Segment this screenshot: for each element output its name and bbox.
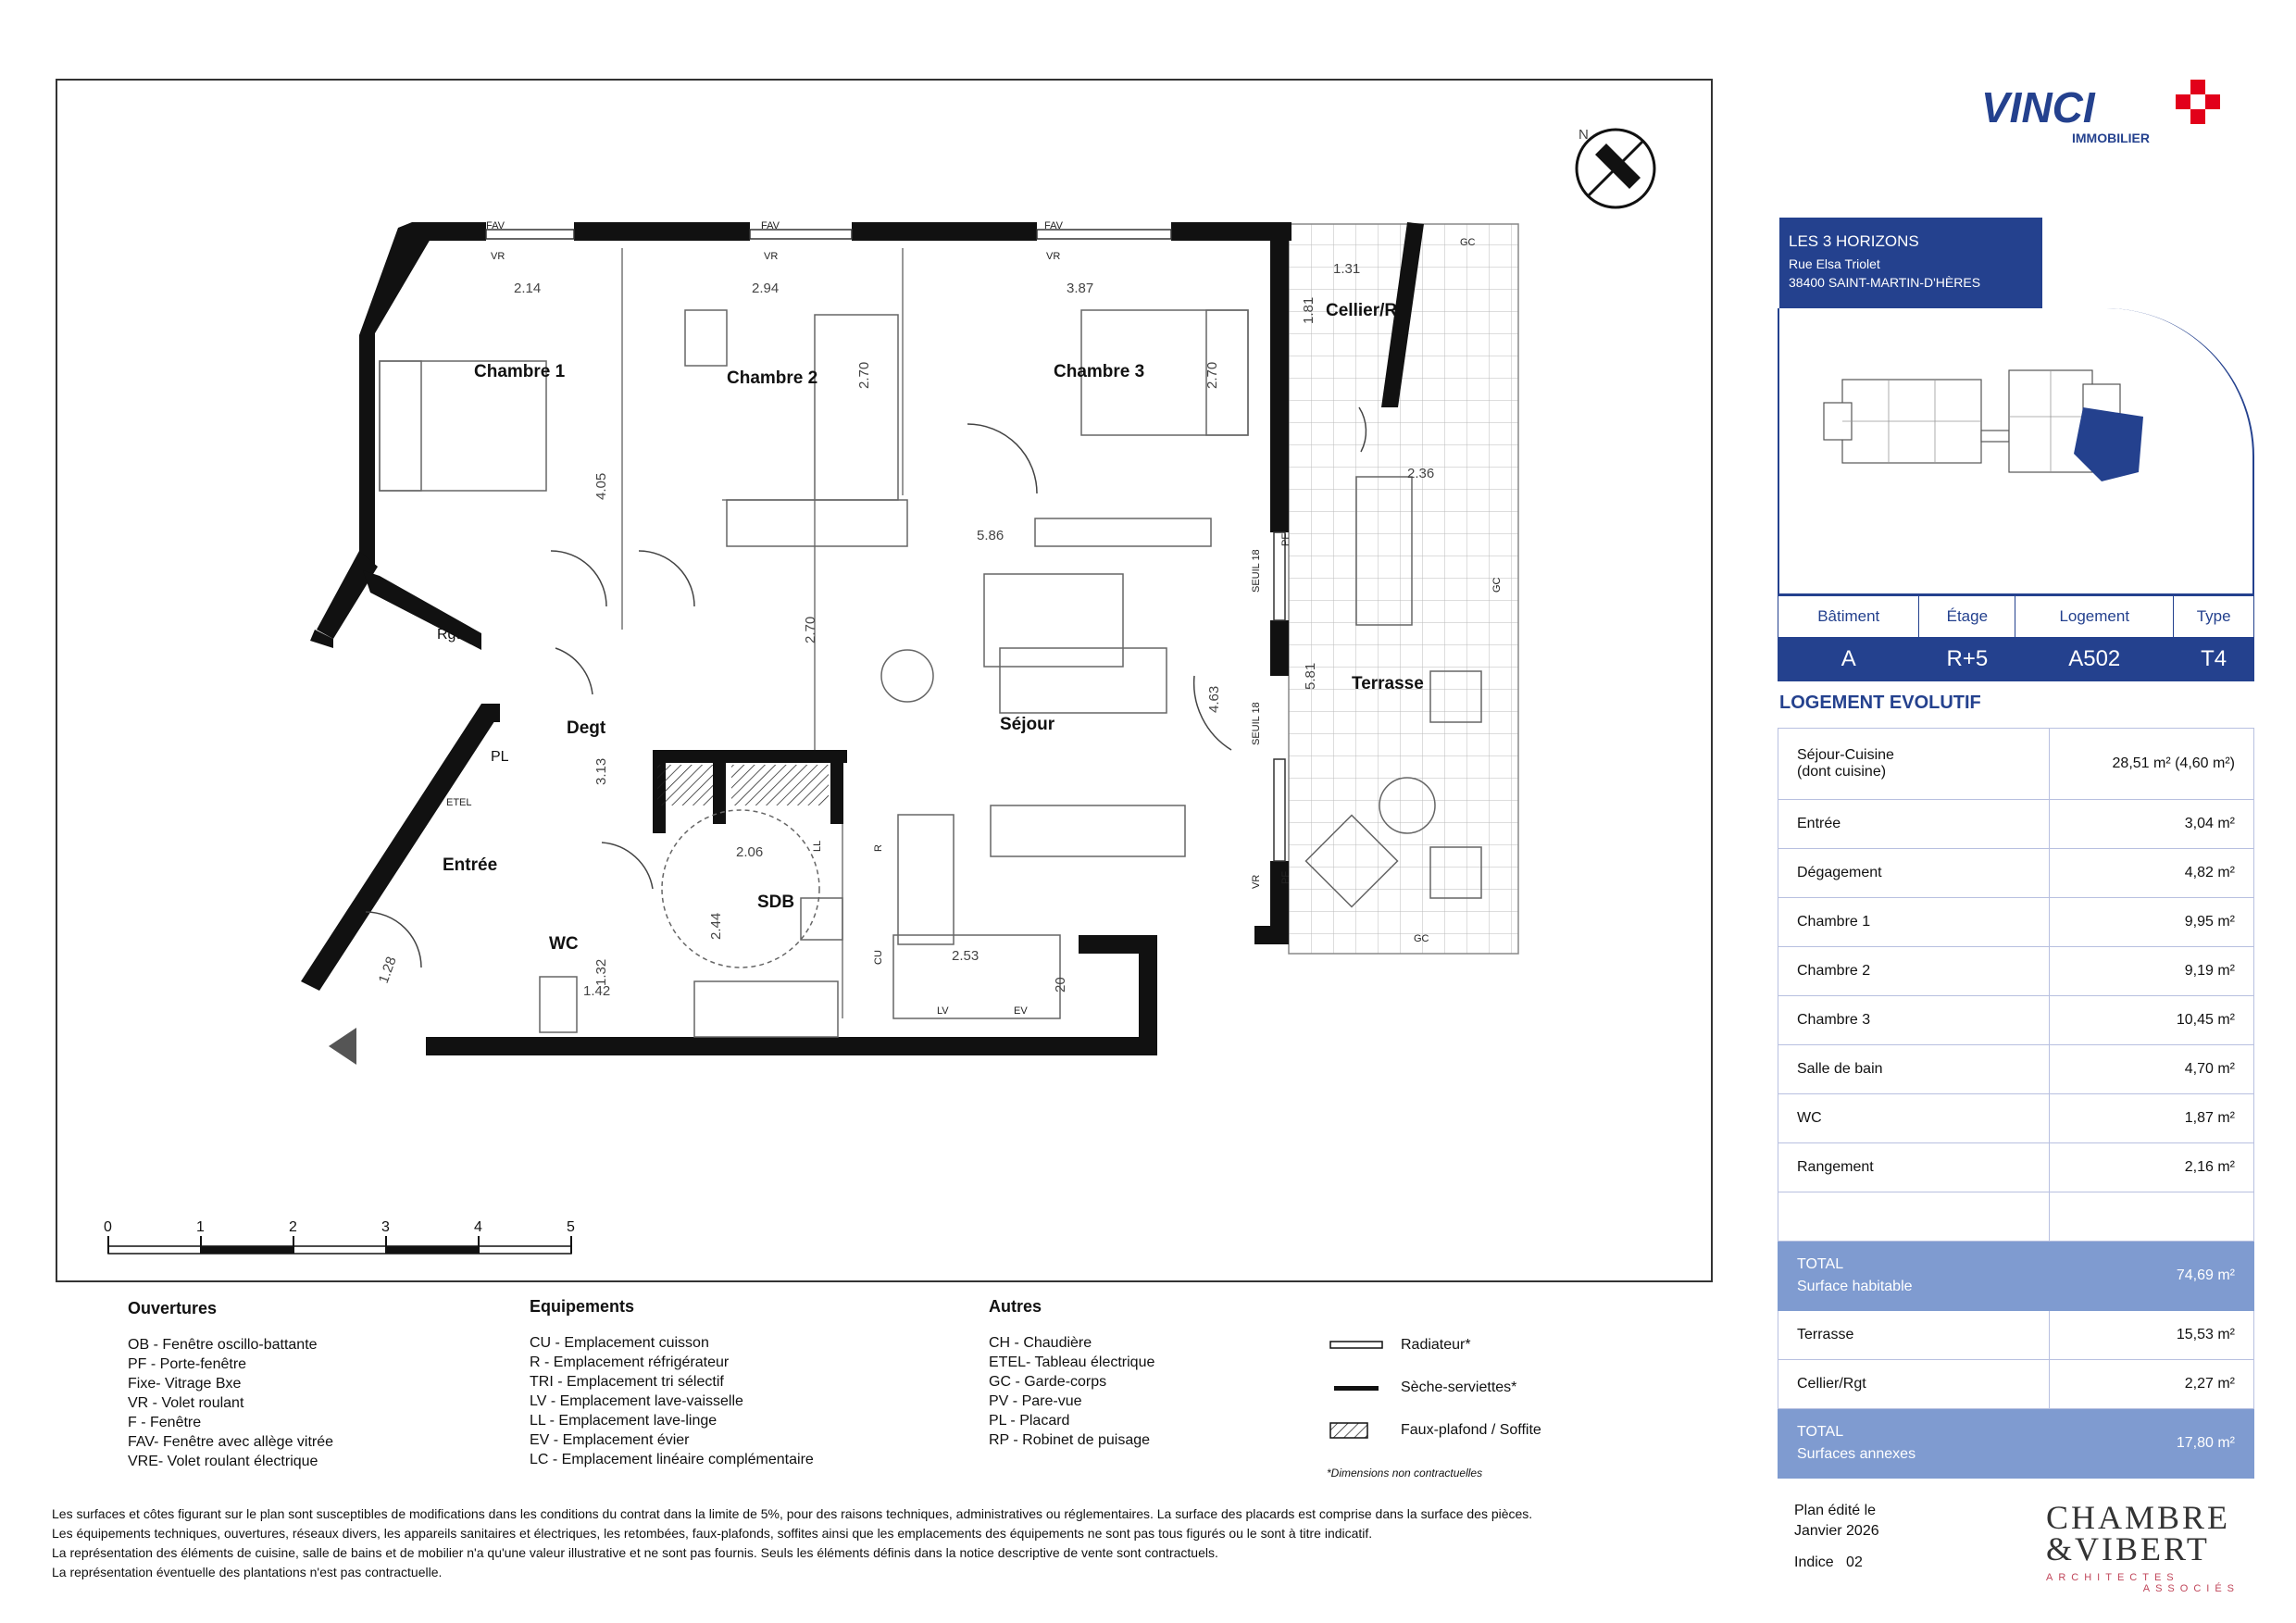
tag-r: R: [873, 844, 884, 852]
tag-pf: PF: [1280, 532, 1292, 546]
value-batiment: A: [1778, 638, 1919, 681]
dim-label: 2.70: [803, 616, 818, 643]
table-row: [1778, 996, 2254, 1045]
hatch-icon: [1329, 1421, 1384, 1440]
table-row-empty: [1778, 1192, 2254, 1242]
legend-item: OB - Fenêtre oscillo-battante: [128, 1337, 318, 1353]
edition-label: Plan édité le: [1794, 1503, 1877, 1518]
dimension-note: *Dimensions non contractuelles: [1327, 1467, 1483, 1479]
table-row: [1778, 849, 2254, 898]
structural-walls: [301, 222, 1424, 1055]
immobilier-logo-text: IMMOBILIER: [2072, 131, 2150, 145]
indice-label: Indice: [1794, 1554, 1834, 1570]
table-row: [1778, 898, 2254, 947]
table-row: [1778, 947, 2254, 996]
room-chambre-3: Chambre 3: [1054, 362, 1145, 381]
dim-label: 1.32: [593, 958, 609, 986]
total-habitable-value: 74,69 m²: [2050, 1242, 2254, 1311]
tag-vr: VR: [1251, 874, 1262, 889]
project-name: LES 3 HORIZONS: [1789, 232, 1919, 250]
towel-dryer-icon: [1329, 1379, 1384, 1397]
legend-item: FAV- Fenêtre avec allège vitrée: [128, 1434, 334, 1450]
tag-gc: GC: [1460, 237, 1476, 248]
architect-line: ARCHITECTES: [2046, 1572, 2179, 1583]
chambre-vibert-logo: [2046, 1498, 2245, 1594]
area-value: 28,51 m² (4,60 m²): [2050, 729, 2254, 800]
legend-symbols: [1329, 1324, 1541, 1452]
tag-ev: EV: [1014, 1005, 1028, 1017]
total-habitable-label: TOTAL Surface habitable: [1778, 1242, 2050, 1311]
dim-label: 2.53: [952, 948, 980, 964]
room-entree: Entrée: [443, 855, 498, 875]
disclaimer-line: Les surfaces et côtes figurant sur le plan sont susceptibles de modifications dans les conditions du contrat dans la limite de 5%, pour des raisons techniques, administratives ou réglementaires. La surface des placards est comprise dans la surface des pièces.: [52, 1506, 1533, 1521]
tag-fav: FAV: [1044, 220, 1063, 231]
dim-label: 4.63: [1206, 685, 1222, 713]
legend-item: Fixe- Vitrage Bxe: [128, 1376, 242, 1392]
entry-arrow-icon: [329, 1028, 356, 1065]
dim-label: 5.81: [1303, 662, 1318, 690]
value-logement: A502: [2015, 638, 2174, 681]
dim-label: 2.06: [736, 844, 764, 860]
total-annexes-row: [1778, 1409, 2254, 1479]
total-annexes-value: 17,80 m²: [2050, 1409, 2254, 1479]
dim-label: 20: [1053, 977, 1068, 993]
room-degt: Degt: [567, 718, 606, 738]
tag-fav: FAV: [486, 220, 505, 231]
key-plan: [1805, 352, 2194, 556]
header-type: Type: [2174, 596, 2254, 638]
area-label: WC: [1778, 1094, 2050, 1143]
table-row: [1778, 1311, 2254, 1360]
area-label: Chambre 1: [1778, 898, 2050, 947]
tag-lv: LV: [937, 1005, 949, 1017]
room-wc: WC: [549, 934, 579, 954]
dim-label: 2.94: [752, 281, 780, 296]
north-label: N: [1578, 127, 1589, 143]
area-value: 2,16 m²: [2050, 1143, 2254, 1192]
tag-gc: GC: [1414, 933, 1429, 944]
disclaimer: [52, 1504, 1774, 1582]
area-label: Cellier/Rgt: [1778, 1360, 2050, 1409]
dim-label: 3.13: [593, 757, 609, 785]
edition-value: Janvier 2026: [1794, 1523, 1879, 1539]
legend-item: CH - Chaudière: [989, 1335, 1092, 1351]
dim-label: 1.28: [375, 955, 400, 986]
north-arrow-icon: [1577, 127, 1654, 207]
legend-title: Ouvertures: [128, 1299, 218, 1317]
legend-item: PV - Pare-vue: [989, 1393, 1082, 1409]
tag-fav: FAV: [761, 220, 780, 231]
area-label: Chambre 2: [1778, 947, 2050, 996]
table-row: [1778, 1360, 2254, 1409]
area-value: 3,04 m²: [2050, 800, 2254, 849]
faux-plafond-zone: [731, 765, 829, 805]
project-street: Rue Elsa Triolet: [1789, 256, 1880, 271]
area-value: 2,27 m²: [2050, 1360, 2254, 1409]
edition-date: [1794, 1501, 1879, 1542]
room-sdb: SDB: [757, 893, 795, 912]
area-label: Rangement: [1778, 1143, 2050, 1192]
table-row: [1778, 729, 2254, 800]
area-label: Entrée: [1778, 800, 2050, 849]
area-value: 1,87 m²: [2050, 1094, 2254, 1143]
total-annexes-label: TOTAL Surfaces annexes: [1778, 1409, 2050, 1479]
dim-label: 1.81: [1301, 296, 1316, 324]
room-chambre-1: Chambre 1: [474, 362, 566, 381]
area-value: 9,19 m²: [2050, 947, 2254, 996]
legend-title: Autres: [989, 1297, 1042, 1316]
room-pl: PL: [491, 749, 509, 765]
tag-vr: VR: [764, 251, 779, 262]
room-sejour: Séjour: [1000, 715, 1055, 734]
radiator-icon: [1329, 1336, 1384, 1355]
tag-seuil: SEUIL 18: [1251, 702, 1262, 745]
legend-item: VR - Volet roulant: [128, 1395, 244, 1411]
dim-label: 2.14: [514, 281, 542, 296]
legend-item: LV - Emplacement lave-vaisselle: [530, 1393, 743, 1409]
legend-item: LC - Emplacement linéaire complémentaire: [530, 1452, 814, 1467]
room-cellier: Cellier/R: [1326, 301, 1398, 320]
area-label: Dégagement: [1778, 849, 2050, 898]
vinci-immobilier-logo: [1981, 76, 2240, 150]
tag-gc: GC: [1491, 577, 1503, 593]
architect-line: &VIBERT: [2046, 1530, 2210, 1567]
legend-symbol-label: Radiateur*: [1401, 1337, 1471, 1353]
tag-ll: LL: [812, 840, 823, 852]
table-row: [1778, 800, 2254, 849]
dim-label: 2.70: [856, 361, 872, 389]
dim-label: 1.31: [1333, 261, 1361, 277]
area-label: Séjour-Cuisine (dont cuisine): [1778, 729, 2050, 800]
scale-label: 5: [567, 1219, 575, 1235]
disclaimer-line: La représentation des éléments de cuisine, salle de bains et de mobilier n'a qu'une valeur illustrative et ne sont pas fournis. Seuls les éléments définis dans la notice descriptive de vente sont contractuels.: [52, 1545, 1218, 1560]
legend-item: EV - Emplacement évier: [530, 1432, 690, 1448]
area-value: 15,53 m²: [2050, 1311, 2254, 1360]
total-habitable-row: [1778, 1242, 2254, 1311]
scale-label: 2: [289, 1219, 297, 1235]
vinci-logo-text: VINCI: [1981, 83, 2095, 131]
legend-item: F - Fenêtre: [128, 1415, 202, 1430]
room-terrasse: Terrasse: [1352, 674, 1424, 693]
value-etage: R+5: [1919, 638, 2015, 681]
dim-label: 5.86: [977, 528, 1004, 543]
architect-line: CHAMBRE: [2046, 1499, 2231, 1536]
legend-item: CU - Emplacement cuisson: [530, 1335, 709, 1351]
area-label: Salle de bain: [1778, 1045, 2050, 1094]
project-city: 38400 SAINT-MARTIN-D'HÈRES: [1789, 275, 1981, 290]
legend-item: PF - Porte-fenêtre: [128, 1356, 247, 1372]
dim-label: 2.44: [708, 912, 724, 940]
legend-autres: [989, 1297, 1154, 1450]
header-etage: Étage: [1919, 596, 2015, 638]
indice-value: 02: [1846, 1554, 1863, 1570]
project-info: [1779, 218, 2042, 308]
dim-label: 3.87: [1067, 281, 1094, 296]
table-row: [1778, 1045, 2254, 1094]
dim-label: 2.36: [1407, 466, 1435, 481]
dim-label: 2.70: [1204, 361, 1220, 389]
tag-vr: VR: [1046, 251, 1061, 262]
scale-label: 4: [474, 1219, 482, 1235]
legend-symbol-label: Sèche-serviettes*: [1401, 1380, 1517, 1395]
header-batiment: Bâtiment: [1778, 596, 1919, 638]
legend-ouvertures: [128, 1299, 333, 1471]
architect-line: ASSOCIÉS: [2142, 1583, 2240, 1594]
legend-symbol-label: Faux-plafond / Soffite: [1401, 1422, 1541, 1438]
scale-label: 1: [196, 1219, 205, 1235]
evolutif-title: LOGEMENT EVOLUTIF: [1779, 693, 1981, 713]
room-etel: ETEL: [446, 797, 472, 808]
area-value: 4,70 m²: [2050, 1045, 2254, 1094]
disclaimer-line: Les équipements techniques, ouvertures, réseaux divers, les appareils sanitaires et électriques, les retombées, faux-plafonds, soffites ainsi que les emplacements des équipements ne sont pas tous figurés ou le sont à titre indicatif.: [52, 1526, 1373, 1541]
faux-plafond-zone: [657, 765, 713, 805]
legend-item: RP - Robinet de puisage: [989, 1432, 1151, 1448]
area-label: Chambre 3: [1778, 996, 2050, 1045]
scale-label: 3: [381, 1219, 390, 1235]
tag-cu: CU: [873, 950, 884, 965]
area-value: 9,95 m²: [2050, 898, 2254, 947]
area-table: [1778, 728, 2254, 1479]
legend-item: R - Emplacement réfrigérateur: [530, 1355, 730, 1370]
area-value: 4,82 m²: [2050, 849, 2254, 898]
legend-item: PL - Placard: [989, 1413, 1070, 1429]
indice: [1794, 1554, 1863, 1571]
legend-item: TRI - Emplacement tri sélectif: [530, 1374, 724, 1390]
tag-vr: VR: [491, 251, 505, 262]
scale-bar: [104, 1219, 575, 1254]
area-value: 10,45 m²: [2050, 996, 2254, 1045]
legend-item: GC - Garde-corps: [989, 1374, 1107, 1390]
legend-title: Equipements: [530, 1297, 635, 1316]
header-logement: Logement: [2015, 596, 2174, 638]
scale-label: 0: [104, 1219, 112, 1235]
area-label: Terrasse: [1778, 1311, 2050, 1360]
legend-item: ETEL- Tableau électrique: [989, 1355, 1155, 1370]
table-row: [1778, 1143, 2254, 1192]
room-chambre-2: Chambre 2: [727, 368, 818, 388]
legend-item: VRE- Volet roulant électrique: [128, 1454, 318, 1469]
tag-seuil: SEUIL 18: [1251, 549, 1262, 593]
room-rgt: Rgt: [437, 627, 460, 643]
legend-item: LL - Emplacement lave-linge: [530, 1413, 718, 1429]
tag-pf: PF: [1280, 870, 1292, 884]
legend-equipements: [530, 1297, 814, 1469]
disclaimer-line: La représentation éventuelle des plantations n'est pas contractuelle.: [52, 1565, 443, 1579]
dim-label: 1.42: [583, 983, 611, 999]
dim-label: 4.05: [593, 472, 609, 500]
unit-id-table: [1778, 595, 2254, 681]
table-row: [1778, 1094, 2254, 1143]
vinci-mark-icon: [2176, 80, 2220, 124]
value-type: T4: [2174, 638, 2254, 681]
